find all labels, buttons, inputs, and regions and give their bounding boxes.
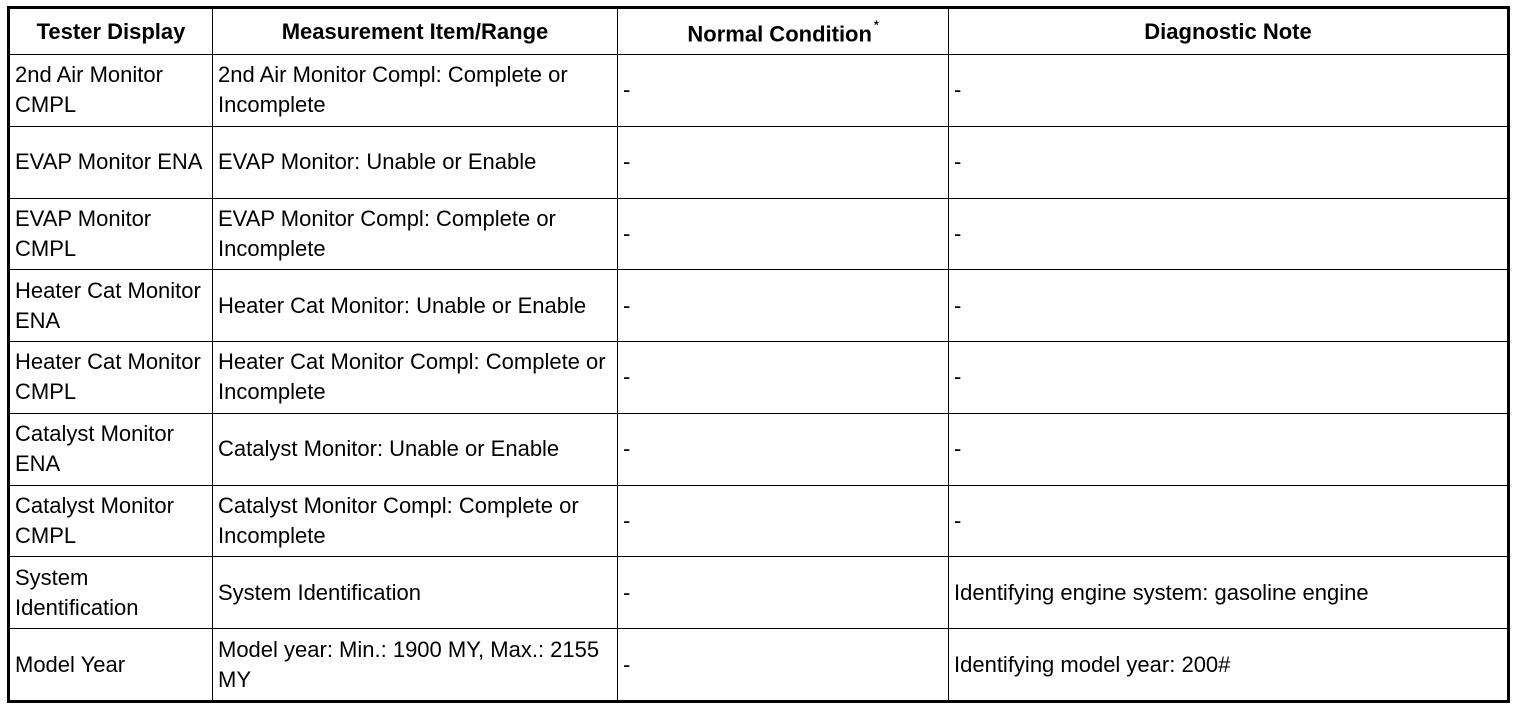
measurement-cell: Model year: Min.: 1900 MY, Max.: 2155 MY	[213, 629, 618, 702]
table-row	[9, 413, 1509, 485]
tester-display-cell: System Identification	[9, 557, 213, 629]
diagnostic-note-cell: -	[949, 198, 1509, 270]
normal-condition-cell: -	[618, 270, 949, 342]
normal-condition-cell: -	[618, 55, 949, 127]
normal-condition-cell: -	[618, 557, 949, 629]
footnote-mark: *	[873, 18, 879, 33]
diagnostic-note-cell: -	[949, 55, 1509, 127]
normal-condition-cell: -	[618, 198, 949, 270]
table-row	[9, 557, 1509, 629]
table-row	[9, 198, 1509, 270]
data-list-table	[7, 6, 1510, 703]
diagnostic-note-cell: -	[949, 126, 1509, 198]
tester-display-cell: EVAP Monitor ENA	[9, 126, 213, 198]
table-row	[9, 270, 1509, 342]
normal-condition-cell: -	[618, 342, 949, 414]
normal-condition-cell: -	[618, 485, 949, 557]
tester-display-cell: Model Year	[9, 629, 213, 702]
normal-condition-cell: -	[618, 629, 949, 702]
measurement-cell: Catalyst Monitor Compl: Complete or Incomplete	[213, 485, 618, 557]
header-normal-condition	[618, 8, 949, 55]
diagnostic-note-cell: Identifying model year: 200#	[949, 629, 1509, 702]
header-diagnostic-note: Diagnostic Note	[949, 8, 1509, 55]
table-header-row	[9, 8, 1509, 55]
diagnostic-note-cell: -	[949, 413, 1509, 485]
tester-display-cell: Catalyst Monitor ENA	[9, 413, 213, 485]
tester-display-cell: Catalyst Monitor CMPL	[9, 485, 213, 557]
measurement-cell: Catalyst Monitor: Unable or Enable	[213, 413, 618, 485]
diagnostic-note-cell: -	[949, 342, 1509, 414]
table-row	[9, 126, 1509, 198]
measurement-cell: EVAP Monitor Compl: Complete or Incomplete	[213, 198, 618, 270]
measurement-cell: Heater Cat Monitor: Unable or Enable	[213, 270, 618, 342]
measurement-cell: 2nd Air Monitor Compl: Complete or Incomplete	[213, 55, 618, 127]
table-row	[9, 629, 1509, 702]
measurement-cell: System Identification	[213, 557, 618, 629]
diagnostic-note-cell: -	[949, 270, 1509, 342]
header-tester-display: Tester Display	[9, 8, 213, 55]
header-measurement-item: Measurement Item/Range	[213, 8, 618, 55]
table-row	[9, 55, 1509, 127]
diagnostic-note-cell: Identifying engine system: gasoline engine	[949, 557, 1509, 629]
tester-display-cell: Heater Cat Monitor ENA	[9, 270, 213, 342]
tester-display-cell: EVAP Monitor CMPL	[9, 198, 213, 270]
normal-condition-cell: -	[618, 126, 949, 198]
table-row	[9, 485, 1509, 557]
diagnostic-note-cell: -	[949, 485, 1509, 557]
tester-display-cell: Heater Cat Monitor CMPL	[9, 342, 213, 414]
measurement-cell: EVAP Monitor: Unable or Enable	[213, 126, 618, 198]
normal-condition-cell: -	[618, 413, 949, 485]
table-row	[9, 342, 1509, 414]
measurement-cell: Heater Cat Monitor Compl: Complete or Incomplete	[213, 342, 618, 414]
header-normal-condition-label: Normal Condition	[687, 21, 872, 47]
tester-display-cell: 2nd Air Monitor CMPL	[9, 55, 213, 127]
